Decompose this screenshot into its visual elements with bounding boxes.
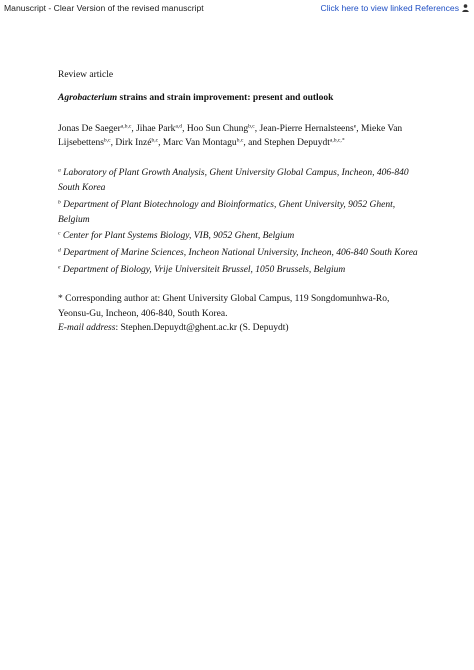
author: Stephen Depuydt$^{a,b,c,*}$	[264, 137, 345, 149]
affiliation-list	[58, 166, 418, 278]
article-title	[58, 91, 418, 106]
manuscript-version-label: Manuscript - Clear Version of the revised manuscript	[4, 3, 204, 13]
linked-references-link[interactable]	[320, 3, 469, 13]
article-title-italic: Agrobacterium	[58, 92, 118, 103]
article-title-rest: strains and strain improvement: present and outlook	[117, 92, 334, 103]
author: Jonas De Saeger$^{a,b,c}$	[58, 123, 132, 134]
affiliation-item: $^c$ Center for Plant Systems Biology, VIB, 9052 Ghent, Belgium	[58, 230, 295, 242]
article-type: Review article	[58, 70, 114, 80]
affiliation-item: $^a$ Laboratory of Plant Growth Analysis, Ghent University Global Campus, Incheon, 406-840 South Korea	[58, 167, 409, 193]
email-address-line	[58, 321, 418, 336]
author: Dirk Inzé$^{b,c}$	[115, 137, 159, 149]
manuscript-header-bar	[0, 0, 474, 15]
author: Jihae Park$^{a,d}$	[136, 123, 183, 134]
author: Marc Van Montagu$^{b,c}$	[162, 137, 244, 149]
author: Mieke Van Lijsebettens$^{b,c}$	[58, 123, 403, 149]
email-address: : Stephen.Depuydt@ghent.ac.kr (S. Depuydt)	[115, 323, 289, 334]
author: Hoo Sun Chung$^{b,c}$	[186, 123, 255, 134]
linked-references-link-text: Click here to view linked References	[320, 3, 459, 13]
user-icon	[462, 4, 469, 12]
affiliation-item: $^b$ Department of Plant Biotechnology and Bioinformatics, Ghent University, 9052 Ghent, Belgium	[58, 199, 396, 225]
corresponding-author-note: * Corresponding author at: Ghent University Global Campus, 119 Songdomunhwa-Ro, Yeonsu-Gu, Incheon, 406-840, South Korea.	[58, 293, 390, 319]
manuscript-title-page	[58, 68, 418, 336]
email-label: E-mail address	[58, 323, 116, 334]
affiliation-item: $^e$ Department of Biology, Vrije Universiteit Brussel, 1050 Brussels, Belgium	[58, 264, 346, 275]
affiliation-item: $^d$ Department of Marine Sciences, Incheon National University, Incheon, 406-840 South Korea	[58, 247, 418, 259]
author-list: Jonas De Saeger$^{a,b,c}$, Jihae Park$^{a,d}$, Hoo Sun Chung$^{b,c}$, Jean-Pierre Hernalsteens$^e$, Mieke Van Lijsebettens$^{b,c}$, Dirk Inzé$^{b,c}$, Marc Van Montagu$^{b,c}$, and Stephen Depuydt$^{a,b,c,*}$	[58, 123, 403, 149]
author: Jean-Pierre Hernalsteens$^e$	[259, 123, 357, 134]
